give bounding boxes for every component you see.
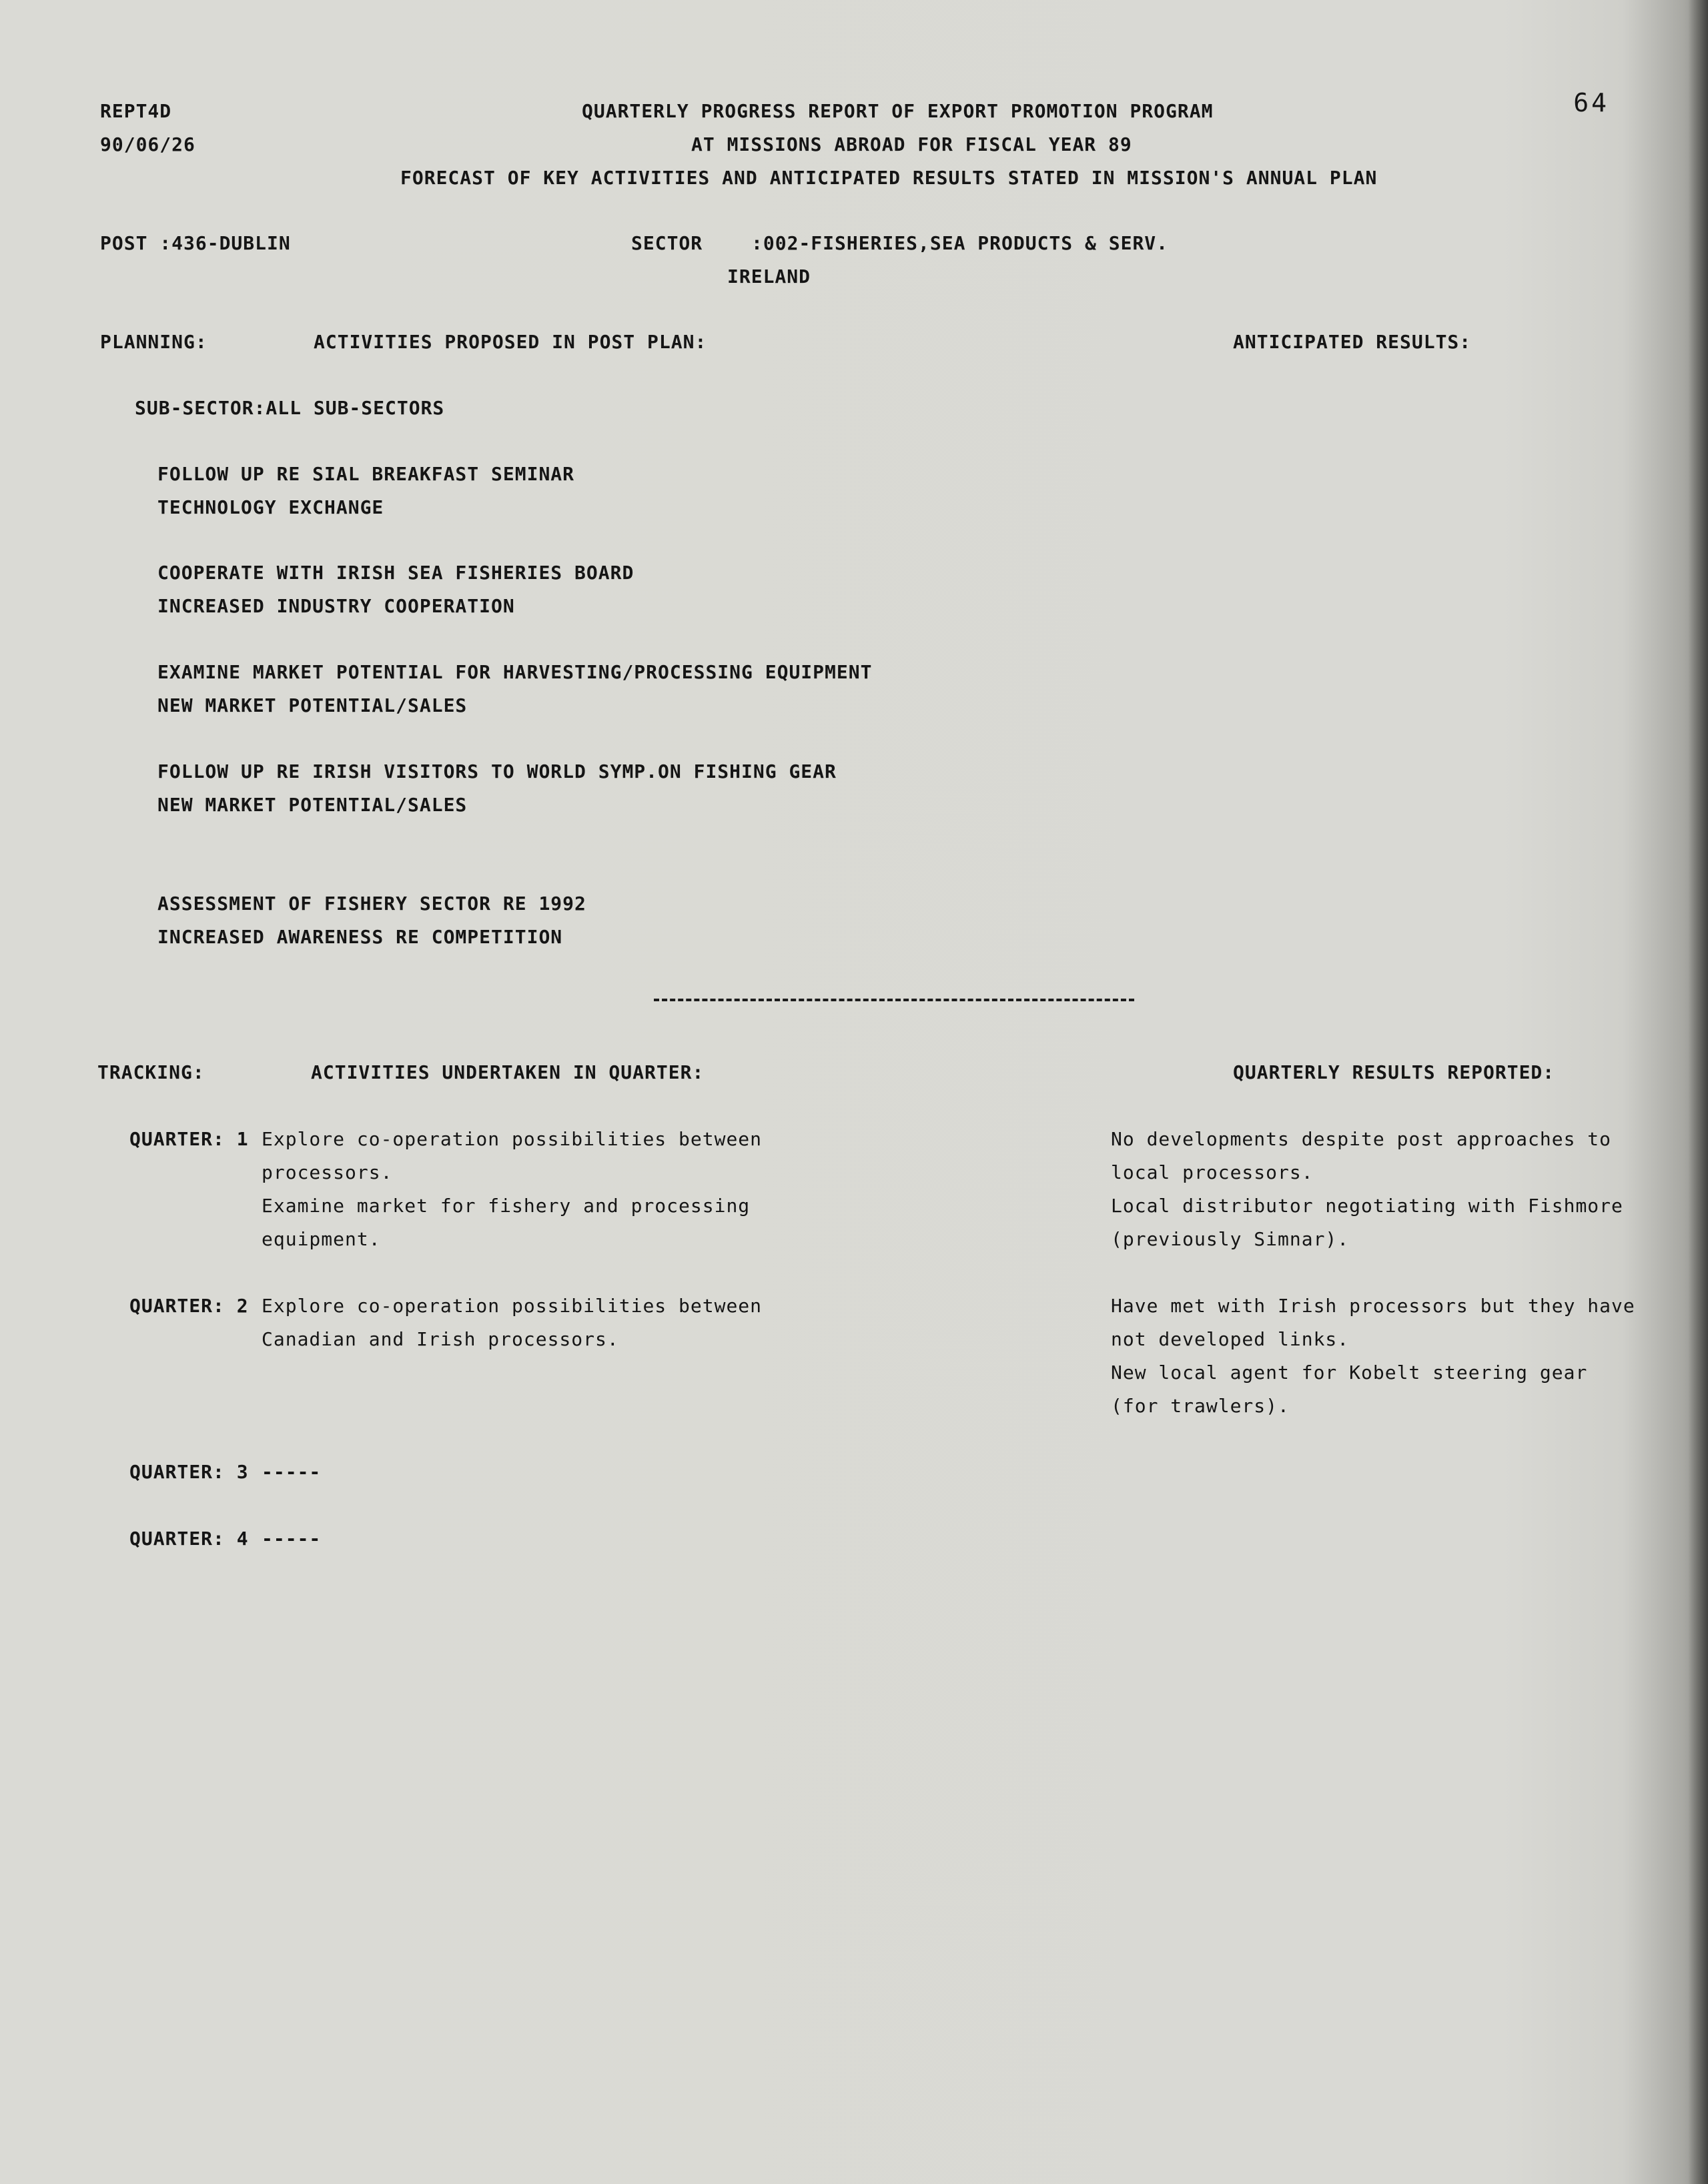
sector-value: :002-FISHERIES,SEA PRODUCTS & SERV. [751,232,1169,254]
report-id: REPT4D [100,100,172,122]
planned-result: NEW MARKET POTENTIAL/SALES [157,694,468,716]
quarter-activity-line: Explore co-operation possibilities between [262,1128,763,1150]
planned-activity: EXAMINE MARKET POTENTIAL FOR HARVESTING/PROCESSING EQUIPMENT [157,661,873,683]
planning-label: PLANNING: [100,331,207,353]
anticipated-results-header: ANTICIPATED RESULTS: [1233,331,1472,353]
planned-result: INCREASED INDUSTRY COOPERATION [157,595,515,617]
planned-activity: COOPERATE WITH IRISH SEA FISHERIES BOARD [157,562,634,584]
quarter-label: QUARTER: 3 [129,1461,249,1483]
quarterly-results-header: QUARTERLY RESULTS REPORTED: [1233,1061,1555,1083]
report-title-line1: QUARTERLY PROGRESS REPORT OF EXPORT PROMOTION PROGRAM [582,100,1214,122]
planned-result: TECHNOLOGY EXCHANGE [157,496,384,518]
planned-result: NEW MARKET POTENTIAL/SALES [157,794,468,816]
quarter-activity-line: Canadian and Irish processors. [262,1328,619,1350]
post-label: POST :436-DUBLIN [100,232,291,254]
planned-activity: FOLLOW UP RE SIAL BREAKFAST SEMINAR [157,463,575,485]
quarter-result-line: No developments despite post approaches to [1111,1128,1612,1150]
section-divider [654,999,1134,1001]
planning-activities-header: ACTIVITIES PROPOSED IN POST PLAN: [314,331,707,353]
quarter-activity-line: Examine market for fishery and processing [262,1195,751,1217]
country-label: IRELAND [727,265,811,288]
tracking-activities-header: ACTIVITIES UNDERTAKEN IN QUARTER: [311,1061,705,1083]
quarter-result-line: (for trawlers). [1111,1395,1290,1417]
page-edge-shadow [1688,0,1708,2184]
tracking-label: TRACKING: [97,1061,205,1083]
quarter-result-line: Have met with Irish processors but they have [1111,1295,1635,1317]
report-title-line2: AT MISSIONS ABROAD FOR FISCAL YEAR 89 [691,133,1132,155]
quarter-activity-line: ----- [262,1461,322,1483]
quarter-activity-line: processors. [262,1161,393,1183]
quarter-activity-line: ----- [262,1528,322,1550]
quarter-label: QUARTER: 4 [129,1528,249,1550]
planned-activity: ASSESSMENT OF FISHERY SECTOR RE 1992 [157,893,586,915]
quarter-label: QUARTER: 1 [129,1128,249,1150]
quarter-result-line: New local agent for Kobelt steering gear [1111,1361,1588,1384]
quarter-activity-line: Explore co-operation possibilities between [262,1295,763,1317]
planned-result: INCREASED AWARENESS RE COMPETITION [157,926,563,948]
quarter-result-line: Local distributor negotiating with Fishmore [1111,1195,1623,1217]
quarter-activity-line: equipment. [262,1228,381,1250]
report-title-line3: FORECAST OF KEY ACTIVITIES AND ANTICIPATED RESULTS STATED IN MISSION'S ANNUAL PLAN [400,167,1378,189]
quarter-result-line: (previously Simnar). [1111,1228,1350,1250]
subsector-label: SUB-SECTOR:ALL SUB-SECTORS [135,397,445,419]
quarter-result-line: not developed links. [1111,1328,1350,1350]
sector-label: SECTOR [631,232,703,254]
page-number: 64 [1573,88,1609,117]
quarter-label: QUARTER: 2 [129,1295,249,1317]
planned-activity: FOLLOW UP RE IRISH VISITORS TO WORLD SYMP.ON FISHING GEAR [157,760,837,782]
report-date: 90/06/26 [100,133,195,155]
quarter-result-line: local processors. [1111,1161,1314,1183]
